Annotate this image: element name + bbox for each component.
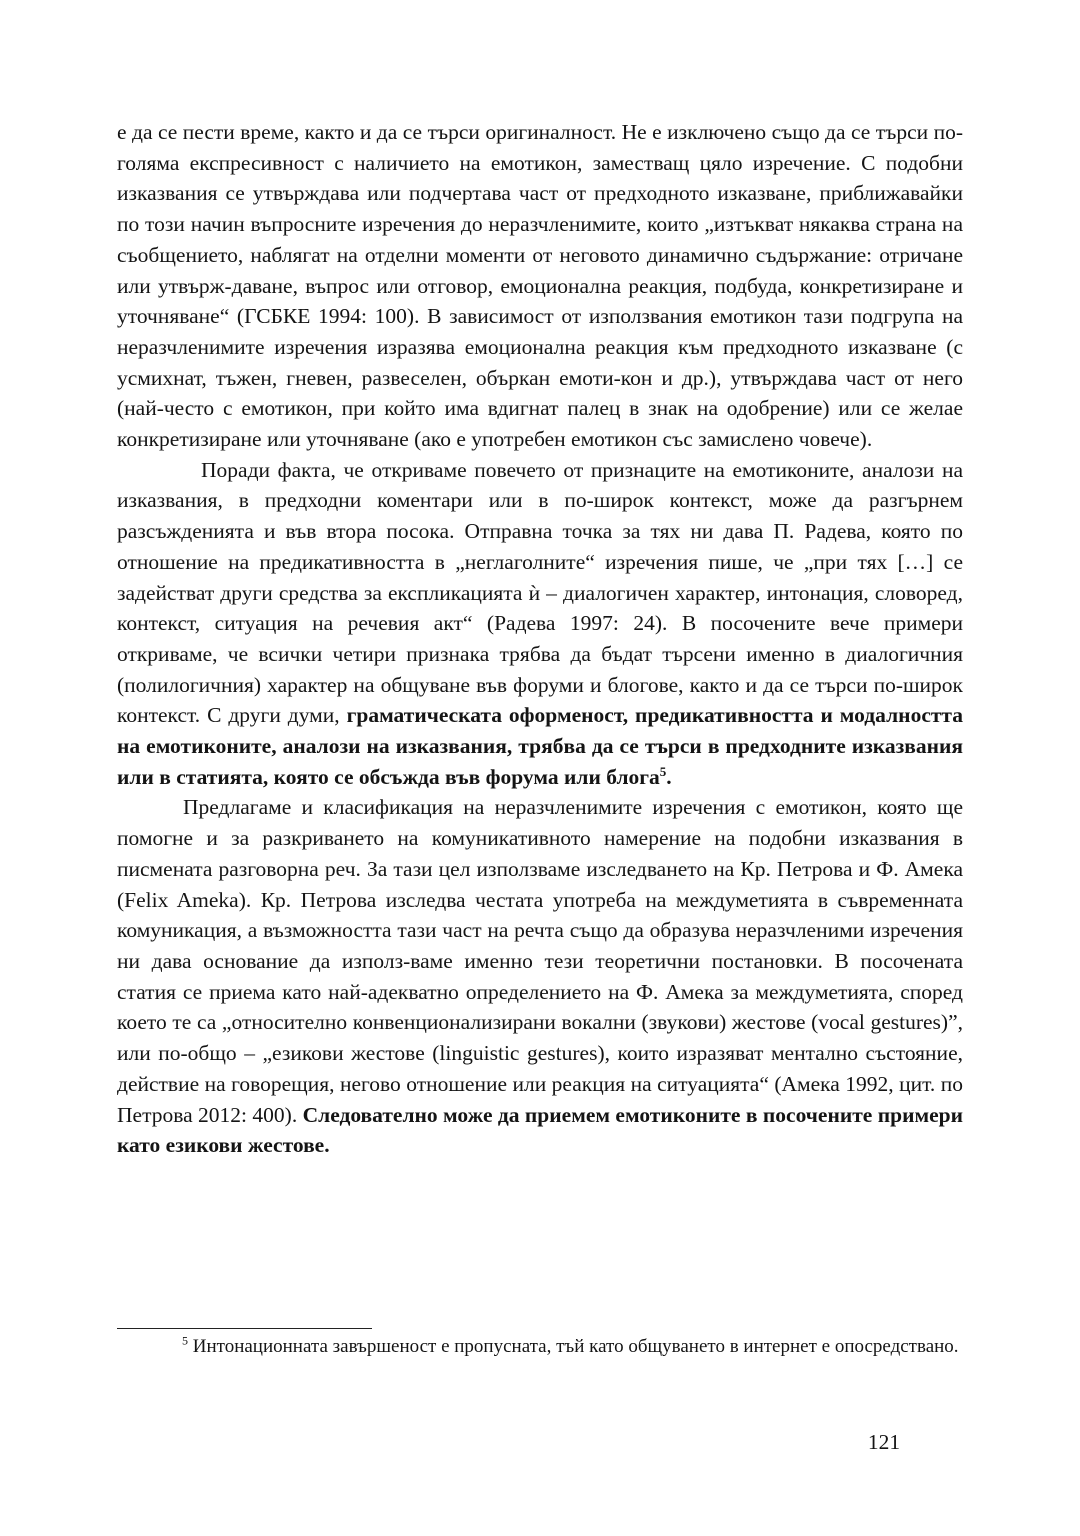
- footnote-reference[interactable]: 5: [659, 763, 667, 779]
- paragraph-1-text: е да се пести време, както и да се търси оригиналност. Не е изключено също да се търси по-голяма експресивност с наличието на емотикон, заместващ цяло изречение. С подобни изказвания се утвърждава или подчертава част от предходното изказване, приближавайки по този начин въпросните изречения до неразчленимите, които „изтъкват някаква страна на съобщението, наблягат на отделни моменти от неговото динамично съдържание: отричане или утвърж-даване, въпрос или отговор, емоционална реакция, подбуда, конкретизиране и уточняване“ (ГСБКЕ 1994: 100). В зависимост от използвания емотикон тази подгрупа на неразчленимите изречения изразява емоционална реакция към предходното изказване (с усмихнат, тъжен, гневен, развеселен, объркан емоти-кон и др.), утвърждава част от него (най-често с емотикон, при който има вдигнат палец в знак на одобрение) или се желае конкретизиране или уточняване (ако е употребен емотикон със замислено човече).: [117, 120, 963, 452]
- paragraph-1: [117, 117, 963, 455]
- paragraph-2-text: Поради факта, че откриваме повечето от признаците на емотиконите, аналози на изказвания, в предходни коментари или в по-широк контекст, може да разгърнем разсъжденията и във втора посока. Отправна точка за тях ни дава П. Радева, която по отношение на предикативността в „неглаголните“ изречения пише, че „при тях […] се задействат други средства за експликацията ѝ – диалогичен характер, интонация, словоред, контекст, ситуация на речевия акт“ (Радева 1997: 24). В посочените вече примери откриваме, че всички четири признака трябва да бъдат търсени именно в диалогичния (полилогичния) характер на общуване във форуми и блогове, както и да се търси по-широк контекст. С други думи,: [117, 457, 963, 728]
- body-text: [117, 117, 963, 1161]
- footnote: [117, 1333, 963, 1361]
- paragraph-2-bold-text: граматическата оформеност, предикативността и модалността на емотиконите, аналози на изказвания, трябва да се търси в предходните изказвания или в статията, която се обсъжда във форума или блога: [117, 703, 963, 789]
- paragraph-2-bold-end: .: [666, 764, 672, 789]
- footnote-number: 5: [182, 1333, 188, 1348]
- footnote-divider: [117, 1328, 372, 1329]
- paragraph-3-text: Предлагаме и класификация на неразчленимите изречения с емотикон, която ще помогне и за разкриването на комуникативното намерение на подобни изказвания в писмената разговорна реч. За тази цел използваме изследването на Кр. Петрова и Ф. Амека (Felix Ameka). Кр. Петрова изследва честата употреба на междуметията в съвременната комуникация, а възможността тази част на речта също да образува неразчленими изречения ни дава основание да използ-ваме именно тези теоретични постановки. В посочената статия се приема като най-адекватно определението на Ф. Амека за междуметията, според което те са „относително конвенционализирани вокални (звукови) жестове (vocal gestures)”, или по-общо – „езикови жестове (linguistic gestures), които изразяват ментално състояние, действие на говорещия, негово отношение или реакция на ситуацията“ (Амека 1992, цит. по Петрова 2012: 400).: [117, 795, 963, 1127]
- paragraph-2: [117, 455, 963, 793]
- page-number: 121: [867, 1430, 901, 1454]
- paragraph-3-bold-text: Следователно може да приемем емотиконите в посочените примери като езикови жестове.: [117, 1102, 963, 1158]
- footnote-text: Интонационната завършеност е пропусната, тъй като общуването в интернет е опосредствано.: [192, 1336, 959, 1357]
- paragraph-3: [117, 792, 963, 1160]
